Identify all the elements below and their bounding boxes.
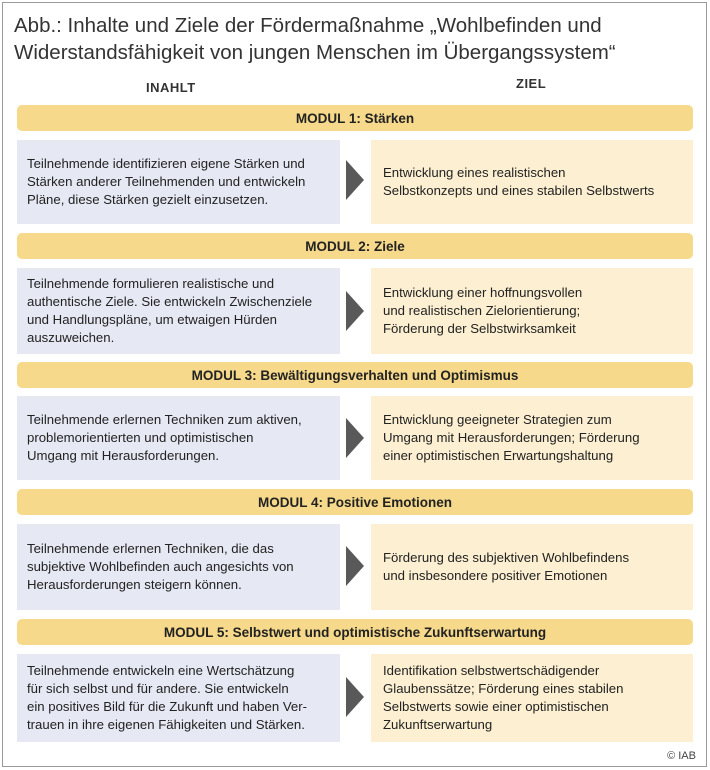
module-4-content [17,524,340,610]
module-3-goal-text: Entwicklung geeigneter Strategien zum Umgang mit Herausforderungen; Förderung einer optimistischen Erwartungshaltung [383,412,640,463]
module-5-title: MODUL 5: Selbstwert und optimistische Zukunftserwartung [17,619,693,645]
module-3-content-text: Teilnehmende erlernen Techniken zum aktiven, problemorientierten und optimistischen Umgang mit Herausforderungen. [27,412,302,463]
module-4-goal [371,524,693,610]
module-3-title: MODUL 3: Bewältigungsverhalten und Optimismus [17,362,693,388]
module-4-goal-text: Förderung des subjektiven Wohlbefindens und insbesondere positiver Emotionen [383,550,630,583]
module-1-goal-text: Entwicklung eines realistischen Selbstkonzepts und eines stabilen Selbstwerts [383,165,655,198]
column-header-ziel: ZIEL [516,76,547,91]
module-3-content [17,396,340,480]
module-5-content [17,654,340,742]
module-3-goal [371,396,693,480]
module-1-goal [371,140,693,224]
copyright-notice: © IAB [667,750,696,762]
module-4-arrow-icon [346,546,364,586]
module-2-title: MODUL 2: Ziele [17,233,693,259]
module-5-arrow-icon [346,677,364,717]
module-2-arrow-icon [346,291,364,331]
module-1-content [17,140,340,224]
module-5-goal-text: Identifikation selbstwertschädigender Glaubenssätze; Förderung eines stabilen Selbstwerts sowie einer optimistischen Zukunftserwartung [383,663,624,732]
module-2-content-text: Teilnehmende formulieren realistische und authentische Ziele. Sie entwickeln Zwischenziele und Handlungspläne, um etwaigen Hürden auszuweichen. [27,276,313,345]
module-4-content-text: Teilnehmende erlernen Techniken, die das subjektive Wohlbefinden auch angesichts von Herausforderungen steigern können. [27,541,294,592]
module-1-arrow-icon [346,160,364,200]
module-2-goal-text: Entwicklung einer hoffnungsvollen und realistischen Zielorientierung; Förderung der Selbstwirksamkeit [383,285,583,336]
module-5-goal [371,654,693,742]
module-2-goal [371,268,693,354]
column-header-inhalt: INAHLT [146,80,196,95]
module-5-content-text: Teilnehmende entwickeln eine Wertschätzung für sich selbst und für andere. Sie entwickeln ein positives Bild für die Zukunft und haben Ver- trauen in ihre eigenen Fähigkeiten und Stärken. [27,663,308,732]
figure-title: Abb.: Inhalte und Ziele der Fördermaßnahme „Wohlbefinden und Widerstandsfähigkeit von jungen Menschen im Übergangssystem“ [14,14,616,64]
module-4-title: MODUL 4: Positive Emotionen [17,489,693,515]
module-1-content-text: Teilnehmende identifizieren eigene Stärken und Stärken anderer Teilnehmenden und entwickeln Pläne, diese Stärken gezielt einzusetzen. [27,156,306,207]
module-3-arrow-icon [346,418,364,458]
module-2-content [17,268,340,354]
module-1-title: MODUL 1: Stärken [17,105,693,131]
